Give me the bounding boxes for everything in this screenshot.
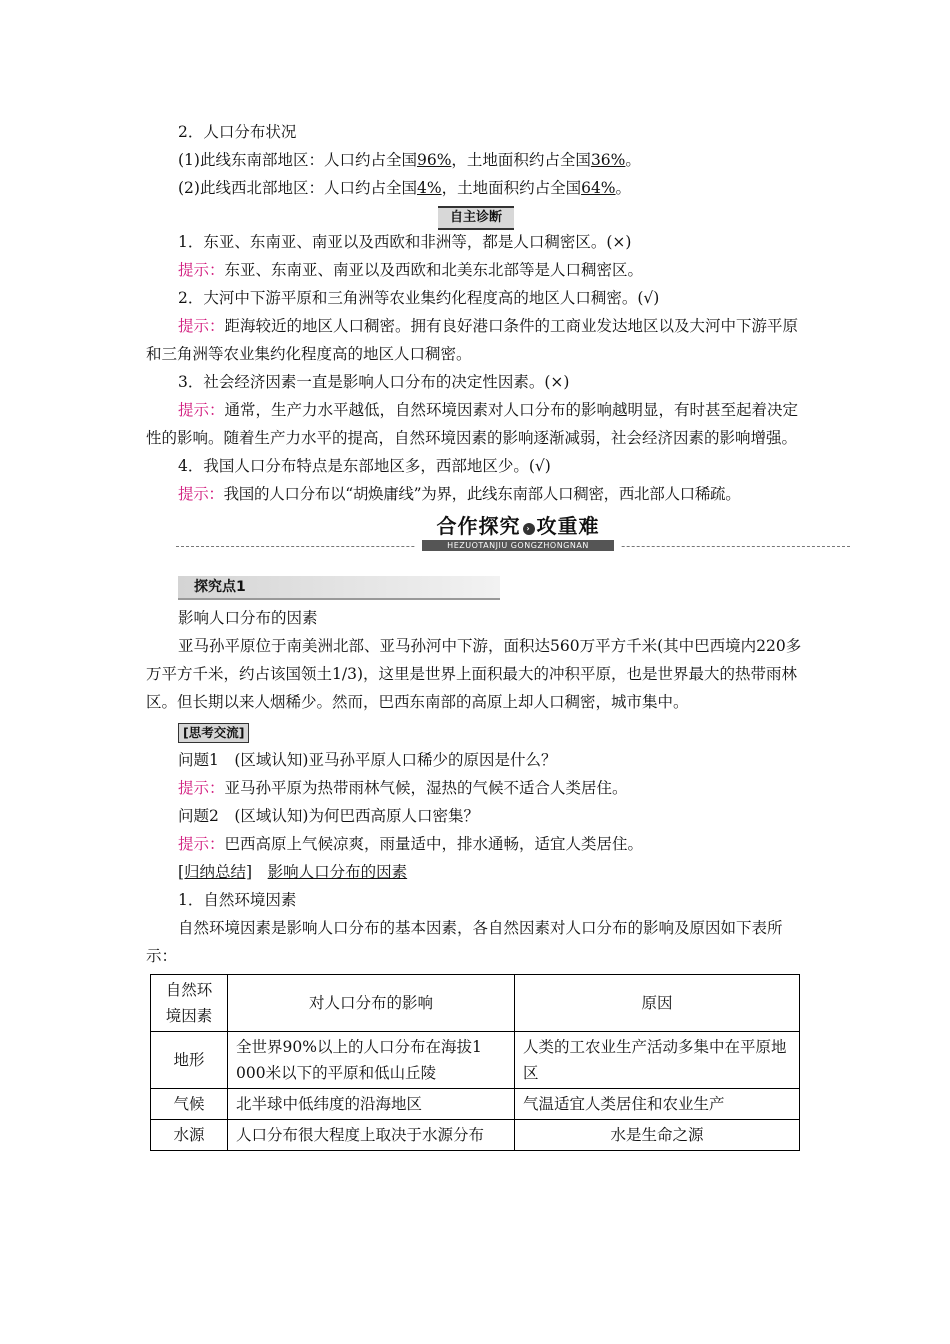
northwest-line	[146, 174, 806, 202]
table-row	[151, 1120, 800, 1151]
area-share: 36%	[590, 151, 626, 169]
self-diagnosis-badge: 自主诊断	[438, 206, 514, 230]
hint-text: 通常，生产力水平越低，自然环境因素对人口分布的影响越明显，有时甚至起着决定性的影响。随着生产力水平的提高，自然环境因素的影响逐渐减弱，社会经济因素的影响增强。	[146, 401, 799, 447]
table-cell: 人类的工农业生产活动多集中在平原地区	[515, 1032, 800, 1089]
table-header-row	[151, 975, 800, 1032]
hint-label: 提示：	[178, 317, 225, 335]
think-exchange-header	[146, 718, 806, 746]
table-header-cell: 自然环境因素	[151, 975, 228, 1032]
natural-factors-table	[150, 974, 800, 1151]
hint-text: 东亚、东南亚、南亚以及西欧和北美东北部等是人口稠密区。	[224, 261, 644, 279]
think-exchange-badge: [思考交流]	[178, 723, 249, 743]
natural-factors-heading: 1．自然环境因素	[178, 891, 297, 909]
table-cell: 全世界90%以上的人口分布在海拔1 000米以下的平原和低山丘陵	[228, 1032, 515, 1089]
question-2: 问题2 (区域认知)为何巴西高原人口密集？	[178, 807, 479, 825]
hint-label: 提示：	[178, 401, 225, 419]
hint-label: 提示：	[178, 835, 225, 853]
table-cell: 气候	[151, 1089, 228, 1120]
diagnosis-hint-4	[146, 480, 806, 508]
table-header-cell: 原因	[515, 975, 800, 1032]
diagnosis-question-4: 4．我国人口分布特点是东部地区多，西部地区少。(√)	[178, 457, 551, 475]
hint-label: 提示：	[178, 779, 225, 797]
banner-pinyin: HEZUOTANJIU GONGZHONGNAN	[422, 540, 614, 551]
text: ，土地面积约占全国	[441, 179, 582, 197]
self-diagnosis-header	[146, 202, 806, 228]
document-page	[146, 118, 806, 1151]
question-2-hint	[146, 830, 806, 858]
cooperation-banner	[146, 512, 806, 560]
question-1-hint	[146, 774, 806, 802]
banner-title-b: 攻重难	[536, 514, 600, 538]
banner-title	[416, 512, 620, 540]
text: (1)此线东南部地区：人口约占全国	[178, 151, 417, 169]
diagnosis-hint-2	[146, 312, 806, 368]
text: ，土地面积约占全国	[451, 151, 591, 169]
hint-text: 巴西高原上气候凉爽，雨量适中，排水通畅，适宜人类居住。	[224, 835, 644, 853]
summary-tag: [归纳总结]	[178, 863, 253, 881]
summary-header	[146, 858, 806, 886]
section-heading: 2．人口分布状况	[178, 123, 297, 141]
summary-title: 影响人口分布的因素	[267, 863, 408, 881]
banner-title-a: 合作探究	[436, 514, 521, 538]
text: (2)此线西北部地区：人口约占全国	[178, 179, 417, 197]
area-share: 64%	[581, 179, 616, 197]
text: 。	[615, 179, 632, 197]
inquiry-paragraph	[146, 632, 806, 716]
inquiry-point-label: 探究点1	[194, 579, 246, 595]
table-cell: 地形	[151, 1032, 228, 1089]
arrow-icon: ›	[523, 523, 535, 535]
table-cell: 北半球中低纬度的沿海地区	[228, 1089, 515, 1120]
diagnosis-question-3: 3．社会经济因素一直是影响人口分布的决定性因素。(×)	[178, 373, 570, 391]
table-row	[151, 1089, 800, 1120]
hint-label: 提示：	[178, 485, 224, 503]
southeast-line	[146, 146, 806, 174]
hint-label: 提示：	[178, 261, 225, 279]
natural-factors-paragraph	[146, 914, 806, 970]
population-share: 4%	[416, 179, 442, 197]
text: 。	[625, 151, 641, 169]
table-cell: 人口分布很大程度上取决于水源分布	[228, 1120, 515, 1151]
paragraph-text: 亚马孙平原位于南美洲北部、亚马孙河中下游，面积达560万平方千米(其中巴西境内220多万平方千米，约占该国领土1/3)，这里是世界上面积最大的冲积平原，也是世界最大的热带雨林区。但长期以来人烟稀少。然而，巴西东南部的高原上却人口稠密，城市集中。	[146, 637, 802, 711]
population-share: 96%	[416, 151, 452, 169]
table-row	[151, 1032, 800, 1089]
hint-text: 距海较近的地区人口稠密。拥有良好港口条件的工商业发达地区以及大河中下游平原和三角洲等农业集约化程度高的地区人口稠密。	[146, 317, 799, 363]
diagnosis-hint-1	[146, 256, 806, 284]
banner-title-box	[416, 512, 620, 556]
paragraph-text: 自然环境因素是影响人口分布的基本因素，各自然因素对人口分布的影响及原因如下表所示：	[146, 919, 783, 965]
inquiry-point-bar	[178, 576, 500, 600]
table-cell: 水源	[151, 1120, 228, 1151]
table-cell: 水是生命之源	[515, 1120, 800, 1151]
diagnosis-hint-3	[146, 396, 806, 452]
diagnosis-question-2: 2．大河中下游平原和三角洲等农业集约化程度高的地区人口稠密。(√)	[178, 289, 660, 307]
table-cell: 气温适宜人类居住和农业生产	[515, 1089, 800, 1120]
hint-text: 亚马孙平原为热带雨林气候，湿热的气候不适合人类居住。	[224, 779, 628, 797]
table-header-cell: 对人口分布的影响	[228, 975, 515, 1032]
diagnosis-question-1: 1．东亚、东南亚、南亚以及西欧和非洲等，都是人口稠密区。(×)	[178, 233, 632, 251]
question-1: 问题1 (区域认知)亚马孙平原人口稀少的原因是什么？	[178, 751, 557, 769]
inquiry-title: 影响人口分布的因素	[178, 609, 318, 627]
hint-text: 我国的人口分布以“胡焕庸线”为界，此线东南部人口稠密，西北部人口稀疏。	[223, 485, 741, 503]
